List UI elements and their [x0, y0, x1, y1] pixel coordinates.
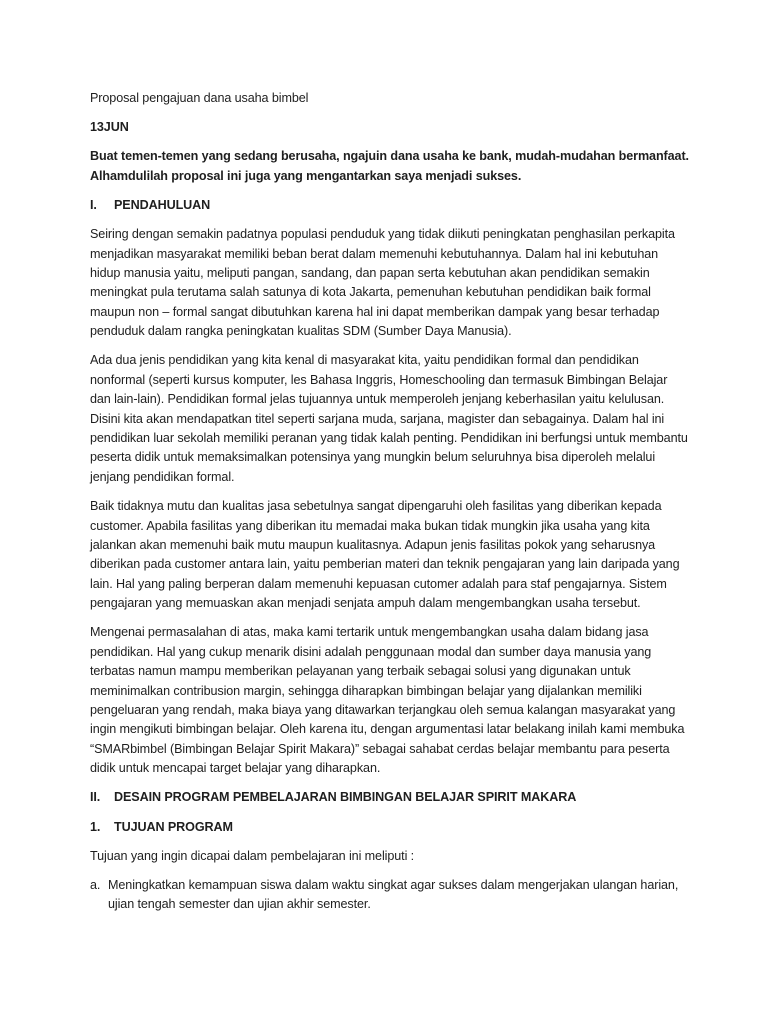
section-number: II. [90, 790, 101, 805]
section-title: PENDAHULUAN [114, 198, 211, 213]
paragraph: Ada dua jenis pendidikan yang kita kenal di masyarakat kita, yaitu pendidikan formal dan pendidikan nonformal (seperti kursus komputer, les Bahasa Inggris, Homeschooling dan termasuk Bimbingan Belajar dan lain-lain). Pendidikan formal jelas tujuannya untuk memperoleh jenjang keberhasilan yaitu kelulusan. Disini kita akan mendapatkan titel seperti sarjana muda, sarjana, magister dan sebagainya. Dalam hal ini pendidikan luar sekolah memiliki peranan yang tidak kalah penting. Pendidikan ini berfungsi untuk membantu peserta didik untuk memaksimalkan potensinya yang mungkin belum seluruhnya bisa diperoleh melalui jenjang pendidikan formal. [90, 353, 688, 484]
paragraph: Seiring dengan semakin padatnya populasi penduduk yang tidak diikuti peningkatan penghasilan perkapita menjadikan masyarakat memiliki beban berat dalam memenuhi kebutuhannya. Dalam hal ini kebutuhan hidup manusia yaitu, meliputi pangan, sandang, dan papan serta kebutuhan akan pendidikan semakin meningkat pula terutama salah satunya di kota Jakarta, pemenuhan kebutuhan pendidikan baik formal maupun non – formal sangat dibutuhkan karena hal ini dapat memberikan dampak yang besar terhadap penduduk dalam rangka peningkatan kualitas SDM (Sumber Daya Manusia). [90, 227, 675, 339]
paragraph: Baik tidaknya mutu dan kualitas jasa sebetulnya sangat dipengaruhi oleh fasilitas yang diberikan kepada customer. Apabila fasilitas yang diberikan itu memadai maka bukan tidak mungkin jika usaha yang kita jalankan akan memenuhi baik mutu maupun kualitasnya. Adapun jenis fasilitas pokok yang seharusnya diberikan pada customer antara lain, yaitu pemberian materi dan teknik pengajaran yang lain daripada yang lain. Hal yang paling berperan dalam memenuhi kepuasan cutomer adalah para staf pengajarnya. Sistem pengajaran yang memuaskan akan menjadi senjata ampuh dalam mengembangkan usaha tersebut. [90, 499, 680, 611]
list-marker: a. [90, 877, 101, 892]
subsection-number: 1. [90, 819, 101, 834]
subsection-heading-tujuan-program [90, 818, 690, 837]
section-heading-pendahuluan [90, 196, 690, 215]
document-page [90, 89, 690, 925]
list-item-text: Meningkatkan kemampuan siswa dalam waktu singkat agar sukses dalam mengerjakan ulangan harian, ujian tengah semester dan ujian akhir semester. [108, 877, 679, 912]
section-heading-desain-program [90, 788, 690, 807]
section-title: DESAIN PROGRAM PEMBELAJARAN BIMBINGAN BELAJAR SPIRIT MAKARA [114, 790, 577, 805]
document-title: Proposal pengajuan dana usaha bimbel [90, 91, 309, 105]
paragraph: Mengenai permasalahan di atas, maka kami tertarik untuk mengembangkan usaha dalam bidang jasa pendidikan. Hal yang cukup menarik disini adalah penggunaan modal dan sumber daya manusia yang terbatas namun mampu memberikan pelayanan yang terbaik sebagai solusi yang digunakan untuk meminimalkan contribusion margin, sehingga diharapkan bimbingan belajar yang dijalankan memiliki pengeluaran yang rendah, maka biaya yang ditawarkan terjangkau oleh semua kalangan masyarakat yang ingin mengikuti bimbingan belajar. Oleh karena itu, dengan argumentasi latar belakang inilah kami membuka “SMARbimbel (Bimbingan Belajar Spirit Makara)” sebagai sahabat cerdas belajar membantu para peserta didik untuk mencapai target belajar yang diharapkan. [90, 625, 685, 776]
document-date: 13JUN [90, 120, 129, 135]
section-number: I. [90, 198, 97, 213]
intro-paragraph: Buat temen-temen yang sedang berusaha, ngajuin dana usaha ke bank, mudah-mudahan bermanfaat. Alhamdulilah proposal ini juga yang mengantarkan saya menjadi sukses. [90, 149, 689, 183]
list-item [90, 876, 690, 915]
subsection-title: TUJUAN PROGRAM [114, 819, 233, 834]
subsection-intro: Tujuan yang ingin dicapai dalam pembelajaran ini meliputi : [90, 848, 415, 863]
